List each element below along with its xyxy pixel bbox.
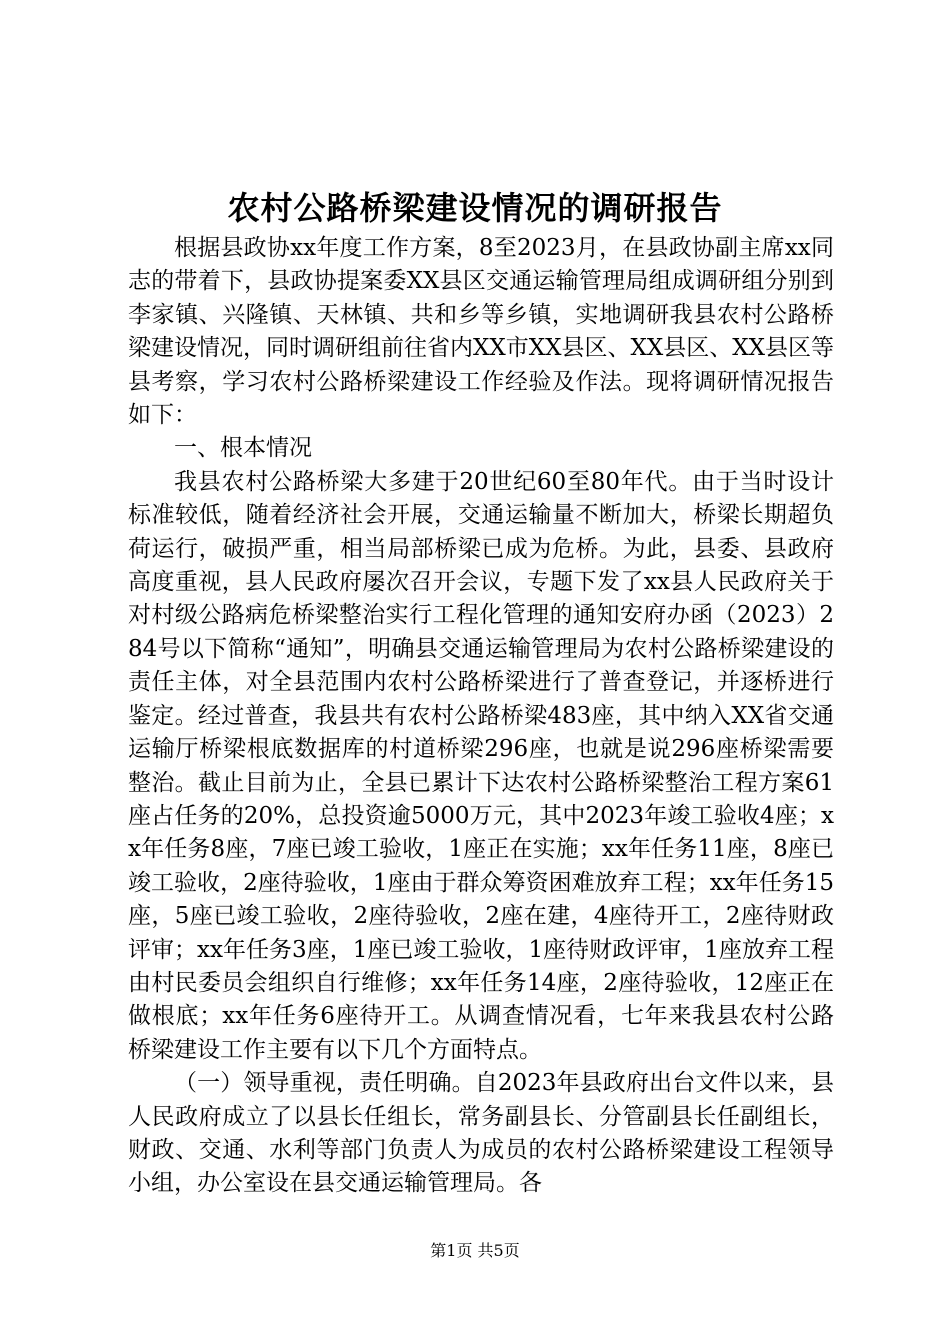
intro-paragraph: 根据县政协xx年度工作方案，8至2023月，在县政协副主席xx同志的带着下，县政协提案委XX县区交通运输管理局组成调研组分别到李家镇、兴隆镇、天林镇、共和乡等乡镇，实地调研我县农村公路桥梁建设情况，同时调研组前往省内XX市XX县区、XX县区、XX县区等县考察，学习农村公路桥梁建设工作经验及作法。现将调研情况报告如下： [128, 235, 834, 429]
section-heading-basic-situation: 一、根本情况 [174, 435, 312, 462]
leadership-paragraph: （一）领导重视，责任明确。自2023年县政府出台文件以来，县人民政府成立了以县长任组长，常务副县长、分管副县长任副组长，财政、交通、水利等部门负责人为成员的农村公路桥梁建设工程领导小组，办公室设在县交通运输管理局。各 [128, 1070, 834, 1197]
page-footer: 第1页 共5页 [430, 1241, 520, 1260]
basic-situation-paragraph: 我县农村公路桥梁大多建于20世纪60至80年代。由于当时设计标准较低，随着经济社会开展，交通运输量不断加大，桥梁长期超负荷运行，破损严重，相当局部桥梁已成为危桥。为此，县委、县政府高度重视，县人民政府屡次召开会议，专题下发了xx县人民政府关于对村级公路病危桥梁整治实行工程化管理的通知安府办函（2023）284号以下简称“通知”，明确县交通运输管理局为农村公路桥梁建设的责任主体，对全县范围内农村公路桥梁进行了普查登记，并逐桥进行鉴定。经过普查，我县共有农村公路桥梁483座，其中纳入XX省交通运输厅桥梁根底数据库的村道桥梁296座，也就是说296座桥梁需要整治。截止目前为止，全县已累计下达农村公路桥梁整治工程方案61座占任务的20%，总投资逾5000万元，其中2023年竣工验收4座；xx年任务8座，7座已竣工验收，1座正在实施；xx年任务11座，8座已竣工验收，2座待验收，1座由于群众筹资困难放弃工程；xx年任务15座，5座已竣工验收，2座待验收，2座在建，4座待开工，2座待财政评审；xx年任务3座，1座已竣工验收，1座待财政评审，1座放弃工程由村民委员会组织自行维修；xx年任务14座，2座待验收，12座正在做根底；xx年任务6座待开工。从调查情况看，七年来我县农村公路桥梁建设工作主要有以下几个方面特点。 [128, 468, 834, 1063]
document-body [128, 232, 834, 1201]
document-title: 农村公路桥梁建设情况的调研报告 [227, 189, 723, 227]
